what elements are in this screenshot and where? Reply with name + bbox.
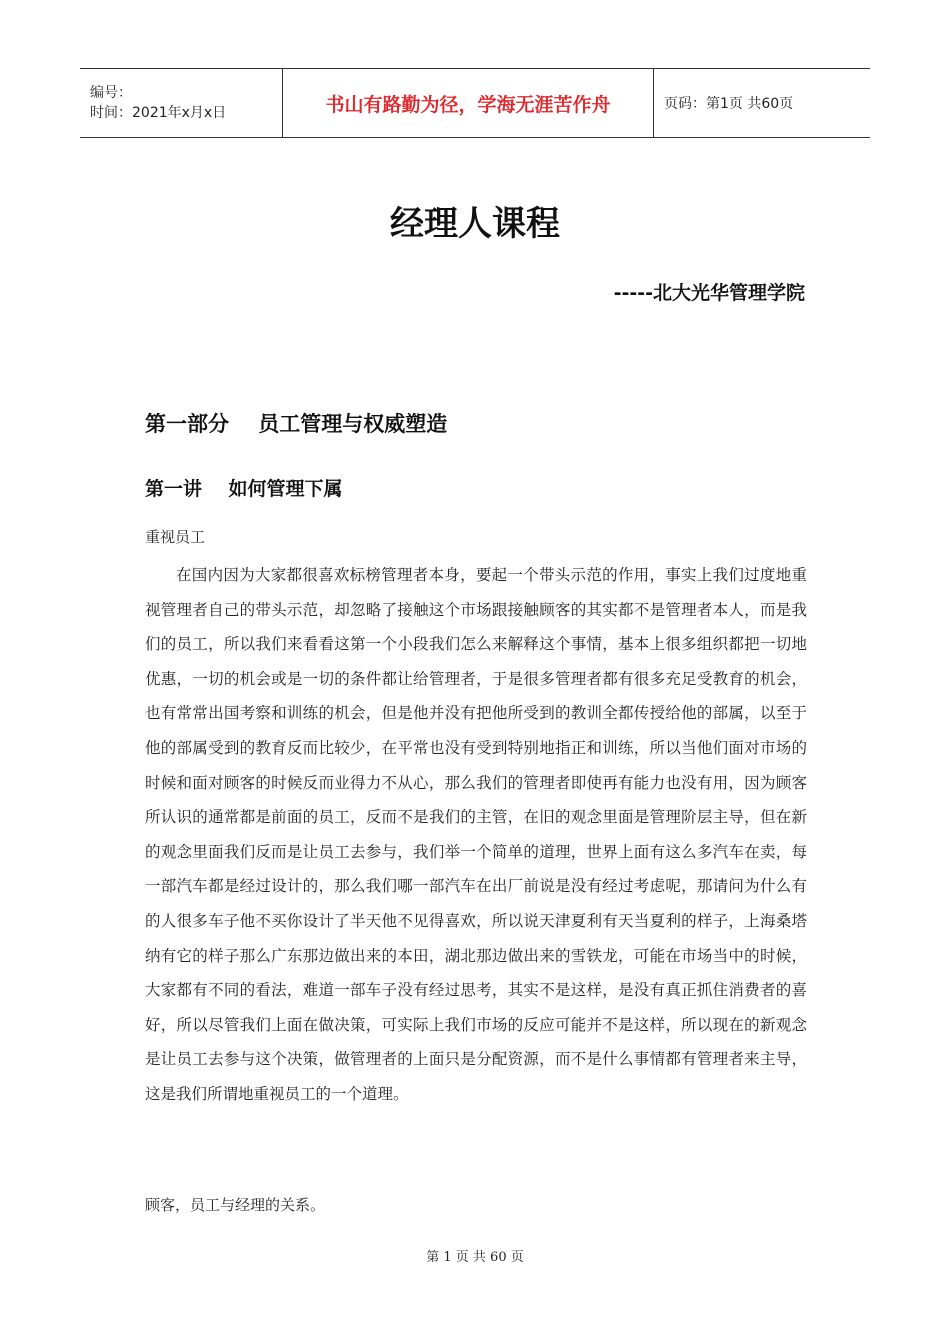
header-page-info: 页码：第1页 共60页 — [664, 96, 794, 112]
page-footer: 第 1 页 共 60 页 — [426, 1250, 524, 1265]
document-subtitle: -----北大光华管理学院 — [613, 282, 805, 304]
part-heading: 第一部分 员工管理与权威塑造 — [145, 412, 448, 436]
serial-number-label: 编号： — [90, 85, 132, 101]
body-paragraph: 在国内因为大家都很喜欢标榜管理者本身，要起一个带头示范的作用，事实上我们过度地重视管理者自己的带头示范，却忽略了接触这个市场跟接触顾客的其实都不是管理者本人，而是我们的员工，所以我们来看看这第一个小段我们怎么来解释这个事情，基本上很多组织都把一切地优惠，一切的机会或是一切的条件都让给管理者，于是很多管理者都有很多充足受教育的机会，也有常常出国考察和训练的机会，但是他并没有把他所受到的教训全都传授给他的部属，以至于他的部属受到的教育反而比较少，在平常也没有受到特别地指正和训练，所以当他们面对市场的时候和面对顾客的时候反而业得力不从心，那么我们的管理者即使再有能力也没有用，因为顾客所认识的通常都是前面的员工，反而不是我们的主管，在旧的观念里面是管理阶层主导，但在新的观念里面我们反而是让员工去参与，我们举一个简单的道理，世界上面有这么多汽车在卖，每一部汽车都是经过设计的，那么我们哪一部汽车在出厂前说是没有经过考虑呢，那请问为什么有的人很多车子他不买你设计了半天他不见得喜欢，所以说天津夏利有天当夏利的样子，上海桑塔纳有它的样子那么广东那边做出来的本田，湖北那边做出来的雪铁龙，可能在市场当中的时候，大家都有不同的看法，难道一部车子没有经过思考，其实不是这样，是没有真正抓住消费者的喜好，所以尽管我们上面在做决策，可实际上我们市场的反应可能并不是这样，所以现在的新观念是让员工去参与这个决策，做管理者的上面只是分配资源，而不是什么事情都有管理者来主导，这是我们所谓地重视员工的一个道理。 — [145, 566, 807, 1103]
page-header — [80, 68, 870, 138]
header-meta — [80, 69, 282, 137]
document-title: 经理人课程 — [390, 204, 560, 244]
lecture-heading: 第一讲 如何管理下属 — [145, 478, 343, 500]
header-motto: 书山有路勤为径，学海无涯苦作舟 — [282, 69, 654, 137]
closing-line: 顾客，员工与经理的关系。 — [145, 1196, 326, 1214]
time-label: 时间：2021年x月x日 — [90, 105, 227, 121]
section-heading: 重视员工 — [145, 528, 206, 546]
